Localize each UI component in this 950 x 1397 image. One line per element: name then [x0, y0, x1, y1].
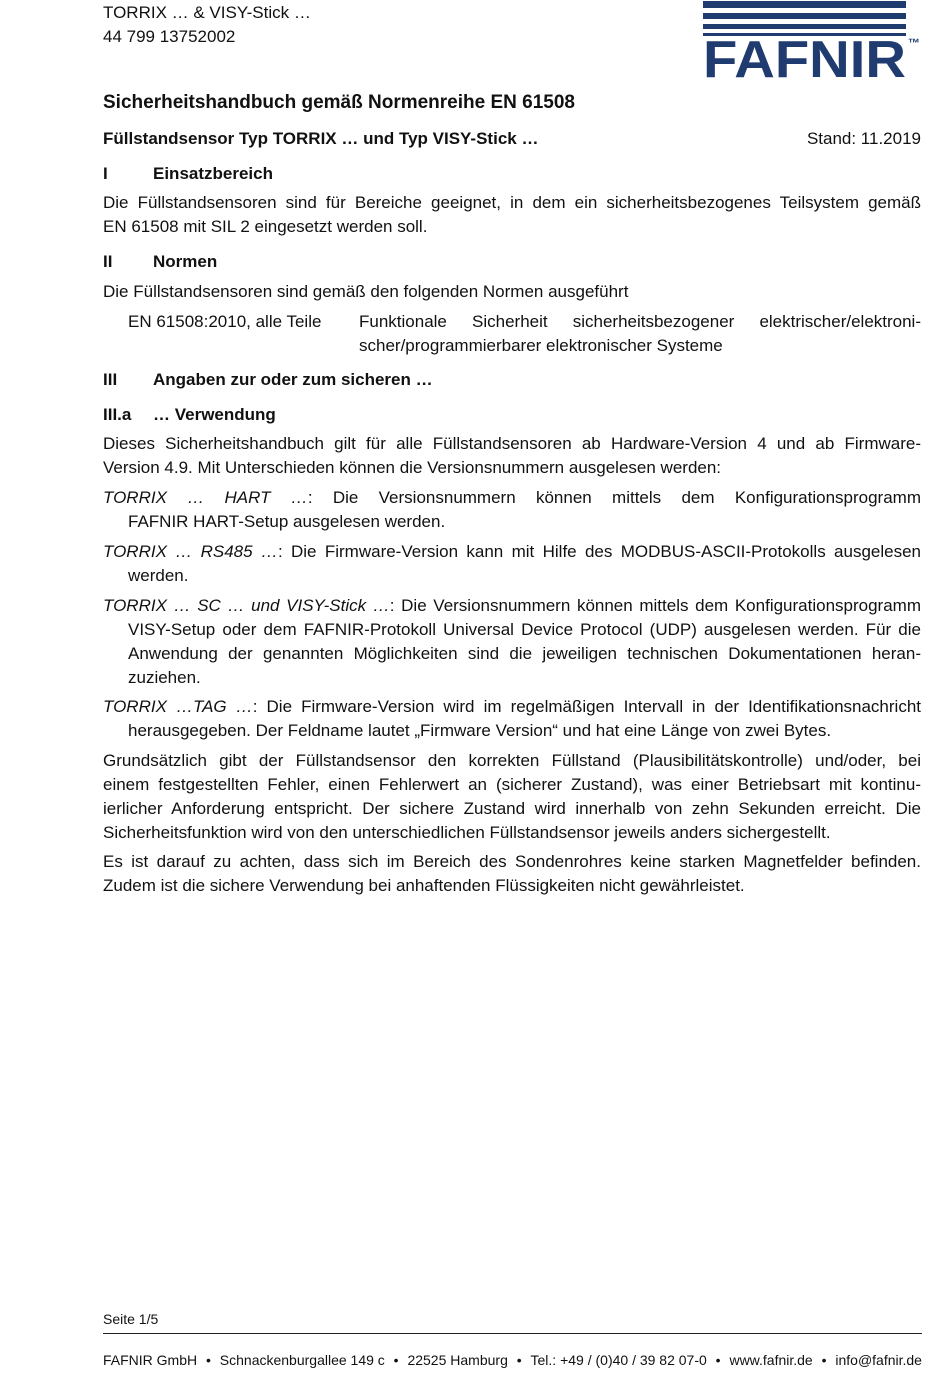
item-first-line — [103, 695, 921, 719]
standard-description — [359, 310, 921, 358]
footer-street: Schnackenburgallee 149 c — [219, 1352, 385, 1368]
document-number: 44 799 13752002 — [103, 27, 236, 46]
company-footer — [103, 1350, 922, 1370]
fafnir-logo — [703, 0, 925, 80]
logo-stripe — [703, 1, 906, 8]
footer-divider — [103, 1333, 922, 1334]
section-title: Normen — [153, 252, 218, 271]
item-line: VISY-Setup oder dem FAFNIR-Protokoll Universal Device Protocol (UDP) ausgelesen werden. Für die — [128, 620, 921, 639]
paragraph-einsatzbereich — [103, 191, 921, 239]
item-term: TORRIX … SC … und VISY-Stick … — [103, 596, 390, 615]
version-item-tag — [103, 695, 921, 743]
item-line: zuziehen. — [128, 668, 201, 687]
logo-stripe — [703, 24, 906, 29]
document-title: Sicherheitshandbuch gemäß Normenreihe EN 61508 — [103, 92, 575, 113]
item-line: werden. — [128, 566, 189, 585]
item-first-line — [103, 594, 921, 618]
item-term: TORRIX … HART … — [103, 488, 308, 507]
section-title: Einsatzbereich — [153, 164, 273, 183]
paragraph-line: Version 4.9. Mit Unterschieden können die Versionsnummern ausgelesen werden: — [103, 458, 722, 477]
description-line: Funktionale Sicherheit sicherheitsbezogener elektrischer/elektroni- — [359, 312, 921, 331]
logo-trademark: ™ — [908, 36, 920, 50]
subtitle-text: Füllstandsensor Typ TORRIX … und Typ VISY-Stick … — [103, 129, 539, 148]
document-date: Stand: 11.2019 — [806, 129, 921, 148]
paragraph-line: Sicherheitsfunktion wird von den unterschiedlichen Füllstandsensor jeweils anders sichergestellt. — [103, 823, 831, 842]
standard-name: EN 61508:2010, alle Teile — [128, 312, 322, 331]
version-item-hart — [103, 486, 921, 534]
footer-separator: • — [206, 1352, 211, 1368]
paragraph-line: einem festgestellten Fehler, einen Fehlerwert an (sicherer Zustand), was einer Betriebsart mit kontinu- — [103, 775, 921, 794]
item-text: : Die Versionsnummern können mittels dem Konfigurationsprogramm — [389, 596, 921, 615]
logo-wordmark: FAFNIR — [703, 31, 906, 80]
paragraph-line: ierlicher Anforderung entspricht. Der sichere Zustand wird innerhalb von zehn Sekunden erreicht. Die — [103, 799, 921, 818]
paragraph-line: Dieses Sicherheitshandbuch gilt für alle Füllstandsensoren ab Hardware-Version 4 und ab Firmware- — [103, 434, 921, 453]
footer-separator: • — [715, 1352, 721, 1368]
section-number: I — [103, 164, 108, 183]
section-number: III.a — [103, 405, 132, 424]
footer-separator: • — [516, 1352, 522, 1368]
footer-separator: • — [393, 1352, 399, 1368]
footer-email-link[interactable]: info@fafnir.de — [835, 1352, 922, 1368]
document-subtitle — [103, 127, 921, 151]
section-heading-verwendung — [103, 403, 921, 427]
paragraph-line: Zudem ist die sichere Verwendung bei anhaftenden Flüssigkeiten nicht gewährleistet. — [103, 876, 745, 895]
description-line: scher/programmierbarer elektronischer Systeme — [359, 336, 723, 355]
version-item-rs485 — [103, 540, 921, 588]
section-heading-einsatzbereich — [103, 162, 921, 186]
footer-city: 22525 Hamburg — [407, 1352, 508, 1368]
paragraph-line: Grundsätzlich gibt der Füllstandsensor den korrekten Füllstand (Plausibilitätskontrolle) und/oder, bei — [103, 751, 921, 770]
page-number: Seite 1/5 — [103, 1311, 159, 1327]
document-header — [103, 1, 603, 49]
standard-row — [128, 310, 921, 358]
paragraph-line: Die Füllstandsensoren sind für Bereiche geeignet, in dem ein sicherheitsbezogenes Teilsystem gemäß — [103, 193, 921, 212]
item-line: Anwendung der genannten Möglichkeiten sind die jeweiligen technischen Dokumentationen heran- — [128, 644, 921, 663]
paragraph-line: EN 61508 mit SIL 2 eingesetzt werden soll. — [103, 217, 428, 236]
item-term: TORRIX … RS485 … — [103, 542, 278, 561]
item-line: FAFNIR HART-Setup ausgelesen werden. — [128, 512, 446, 531]
footer-phone: Tel.: +49 / (0)40 / 39 82 07-0 — [530, 1352, 707, 1368]
footer-website-link[interactable]: www.fafnir.de — [729, 1352, 813, 1368]
section-number: III — [103, 370, 118, 389]
footer-company: FAFNIR GmbH — [103, 1352, 198, 1368]
paragraph-line: Es ist darauf zu achten, dass sich im Bereich des Sondenrohres keine starken Magnetfelder befinden. — [103, 852, 921, 871]
normen-intro: Die Füllstandsensoren sind gemäß den folgenden Normen ausgeführt — [103, 282, 629, 301]
section-title: Angaben zur oder zum sicheren … — [153, 370, 433, 389]
paragraph-safe-state — [103, 749, 921, 845]
section-title: … Verwendung — [153, 405, 276, 424]
footer-separator: • — [821, 1352, 827, 1368]
item-first-line — [103, 486, 921, 510]
verwendung-intro — [103, 432, 921, 480]
logo-stripe — [703, 13, 906, 19]
section-number: II — [103, 252, 113, 271]
item-first-line — [103, 540, 921, 564]
item-line: herausgegeben. Der Feldname lautet „Firmware Version“ und hat eine Länge von zwei Bytes. — [128, 721, 832, 740]
item-text: : Die Firmware-Version kann mit Hilfe des MODBUS-ASCII-Protokolls ausgelesen — [277, 542, 921, 561]
product-line: TORRIX … & VISY-Stick … — [103, 3, 311, 22]
version-item-sc-visy — [103, 594, 921, 690]
item-text: : Die Versionsnummern können mittels dem Konfigurationsprogramm — [307, 488, 921, 507]
item-term: TORRIX …TAG … — [103, 697, 253, 716]
paragraph-magnetic-fields — [103, 850, 921, 898]
section-heading-angaben — [103, 368, 921, 392]
item-text: : Die Firmware-Version wird im regelmäßigen Intervall in der Identifikationsnachricht — [252, 697, 922, 716]
section-heading-normen — [103, 250, 921, 274]
